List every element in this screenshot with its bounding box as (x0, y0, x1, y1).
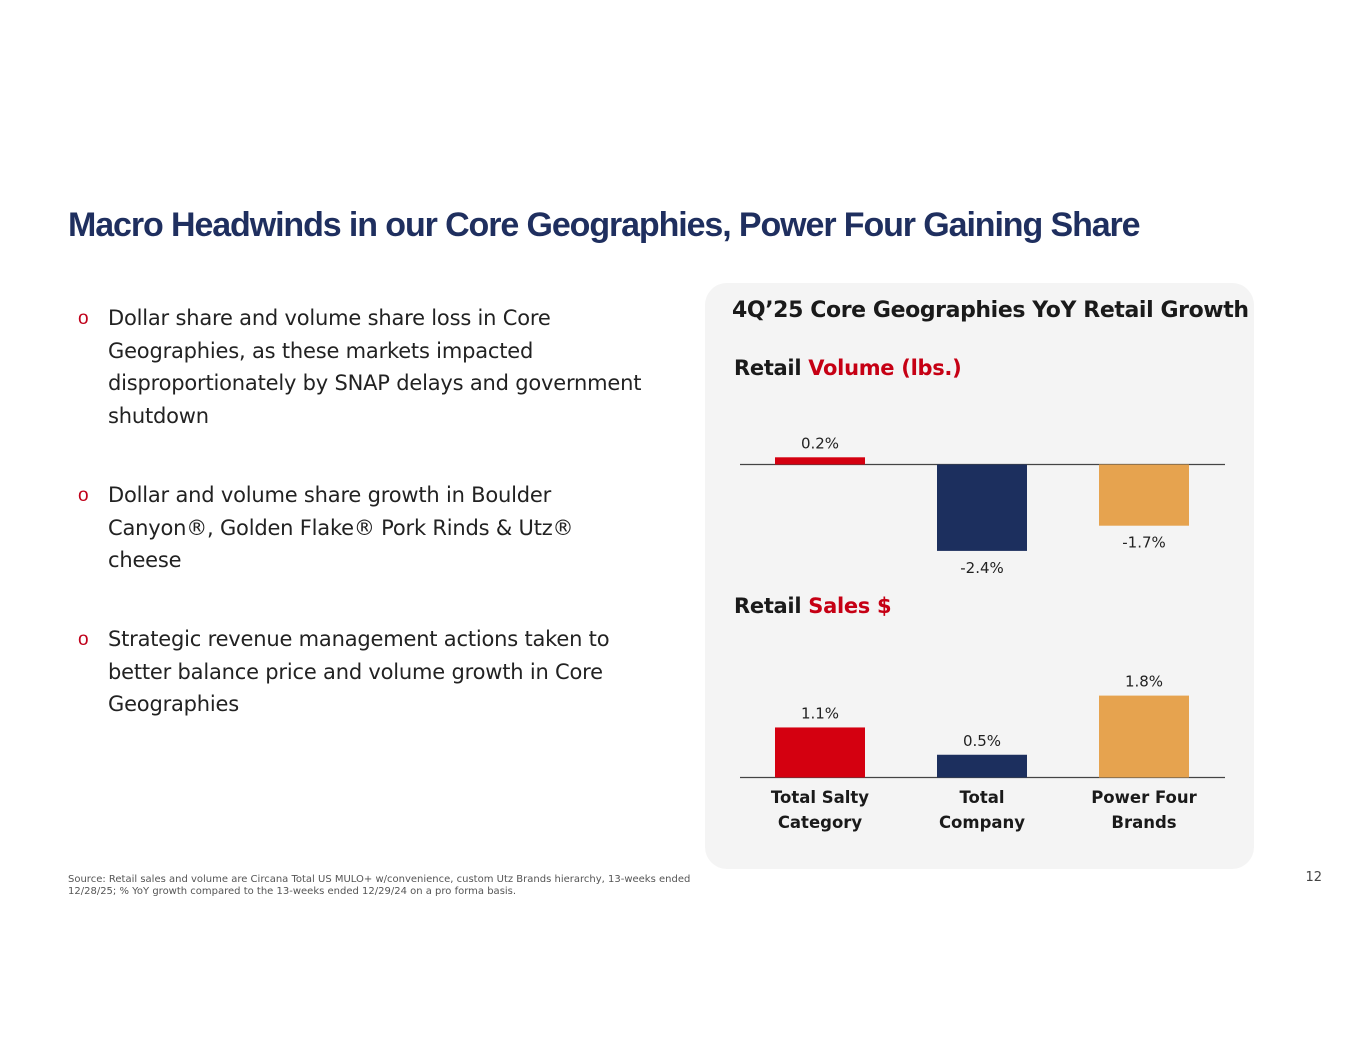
sales-bar (937, 755, 1027, 778)
volume-bar (1099, 465, 1189, 526)
category-label: Power Four (1091, 788, 1197, 807)
sales-data-label: 0.5% (962, 731, 1002, 750)
category-label: Brands (1111, 813, 1177, 832)
page-title: Macro Headwinds in our Core Geographies, Power Four Gaining Share (68, 206, 1140, 244)
sales-bar (1099, 696, 1189, 778)
bullet-text: Strategic revenue management actions taken to better balance price and volume growth in Core Geographies (108, 627, 610, 716)
category-label: Company (938, 813, 1026, 832)
sales-label-accent: Sales $ (808, 594, 892, 618)
bullet-marker: o (78, 308, 89, 329)
bullet-marker: o (78, 629, 89, 650)
sales-data-label: 1.1% (800, 704, 840, 723)
sales-data-label: 1.8% (1124, 672, 1164, 691)
volume-label-accent: Volume (lbs.) (808, 356, 962, 380)
sales-bar (775, 727, 865, 777)
volume-bar (937, 465, 1027, 551)
sales-label-prefix: Retail (734, 594, 802, 618)
volume-data-label: -1.7% (1122, 533, 1166, 552)
category-label: Category (777, 813, 863, 832)
bullet-text: Dollar and volume share growth in Boulder Canyon®, Golden Flake® Pork Rinds & Utz® cheese (108, 483, 574, 572)
volume-label-prefix: Retail (734, 356, 802, 380)
bullet-marker: o (78, 485, 89, 506)
chart-title: 4Q’25 Core Geographies YoY Retail Growth (732, 298, 1249, 323)
source-footnote: Source: Retail sales and volume are Circana Total US MULO+ w/convenience, custom Utz Brands hierarchy, 13-weeks ended 12/28/25; % YoY growth compared to the 13-weeks ended 12/29/24 on a pro forma basis. (68, 874, 691, 897)
volume-bar (775, 457, 865, 464)
volume-data-label: -2.4% (960, 558, 1004, 577)
page-number: 12 (1305, 870, 1322, 885)
bullet-text: Dollar share and volume share loss in Core Geographies, as these markets impacted disproportionately by SNAP delays and government shutdown (108, 306, 642, 428)
category-label: Total Salty (770, 788, 870, 807)
volume-data-label: 0.2% (800, 434, 840, 453)
category-label: Total (959, 788, 1005, 807)
